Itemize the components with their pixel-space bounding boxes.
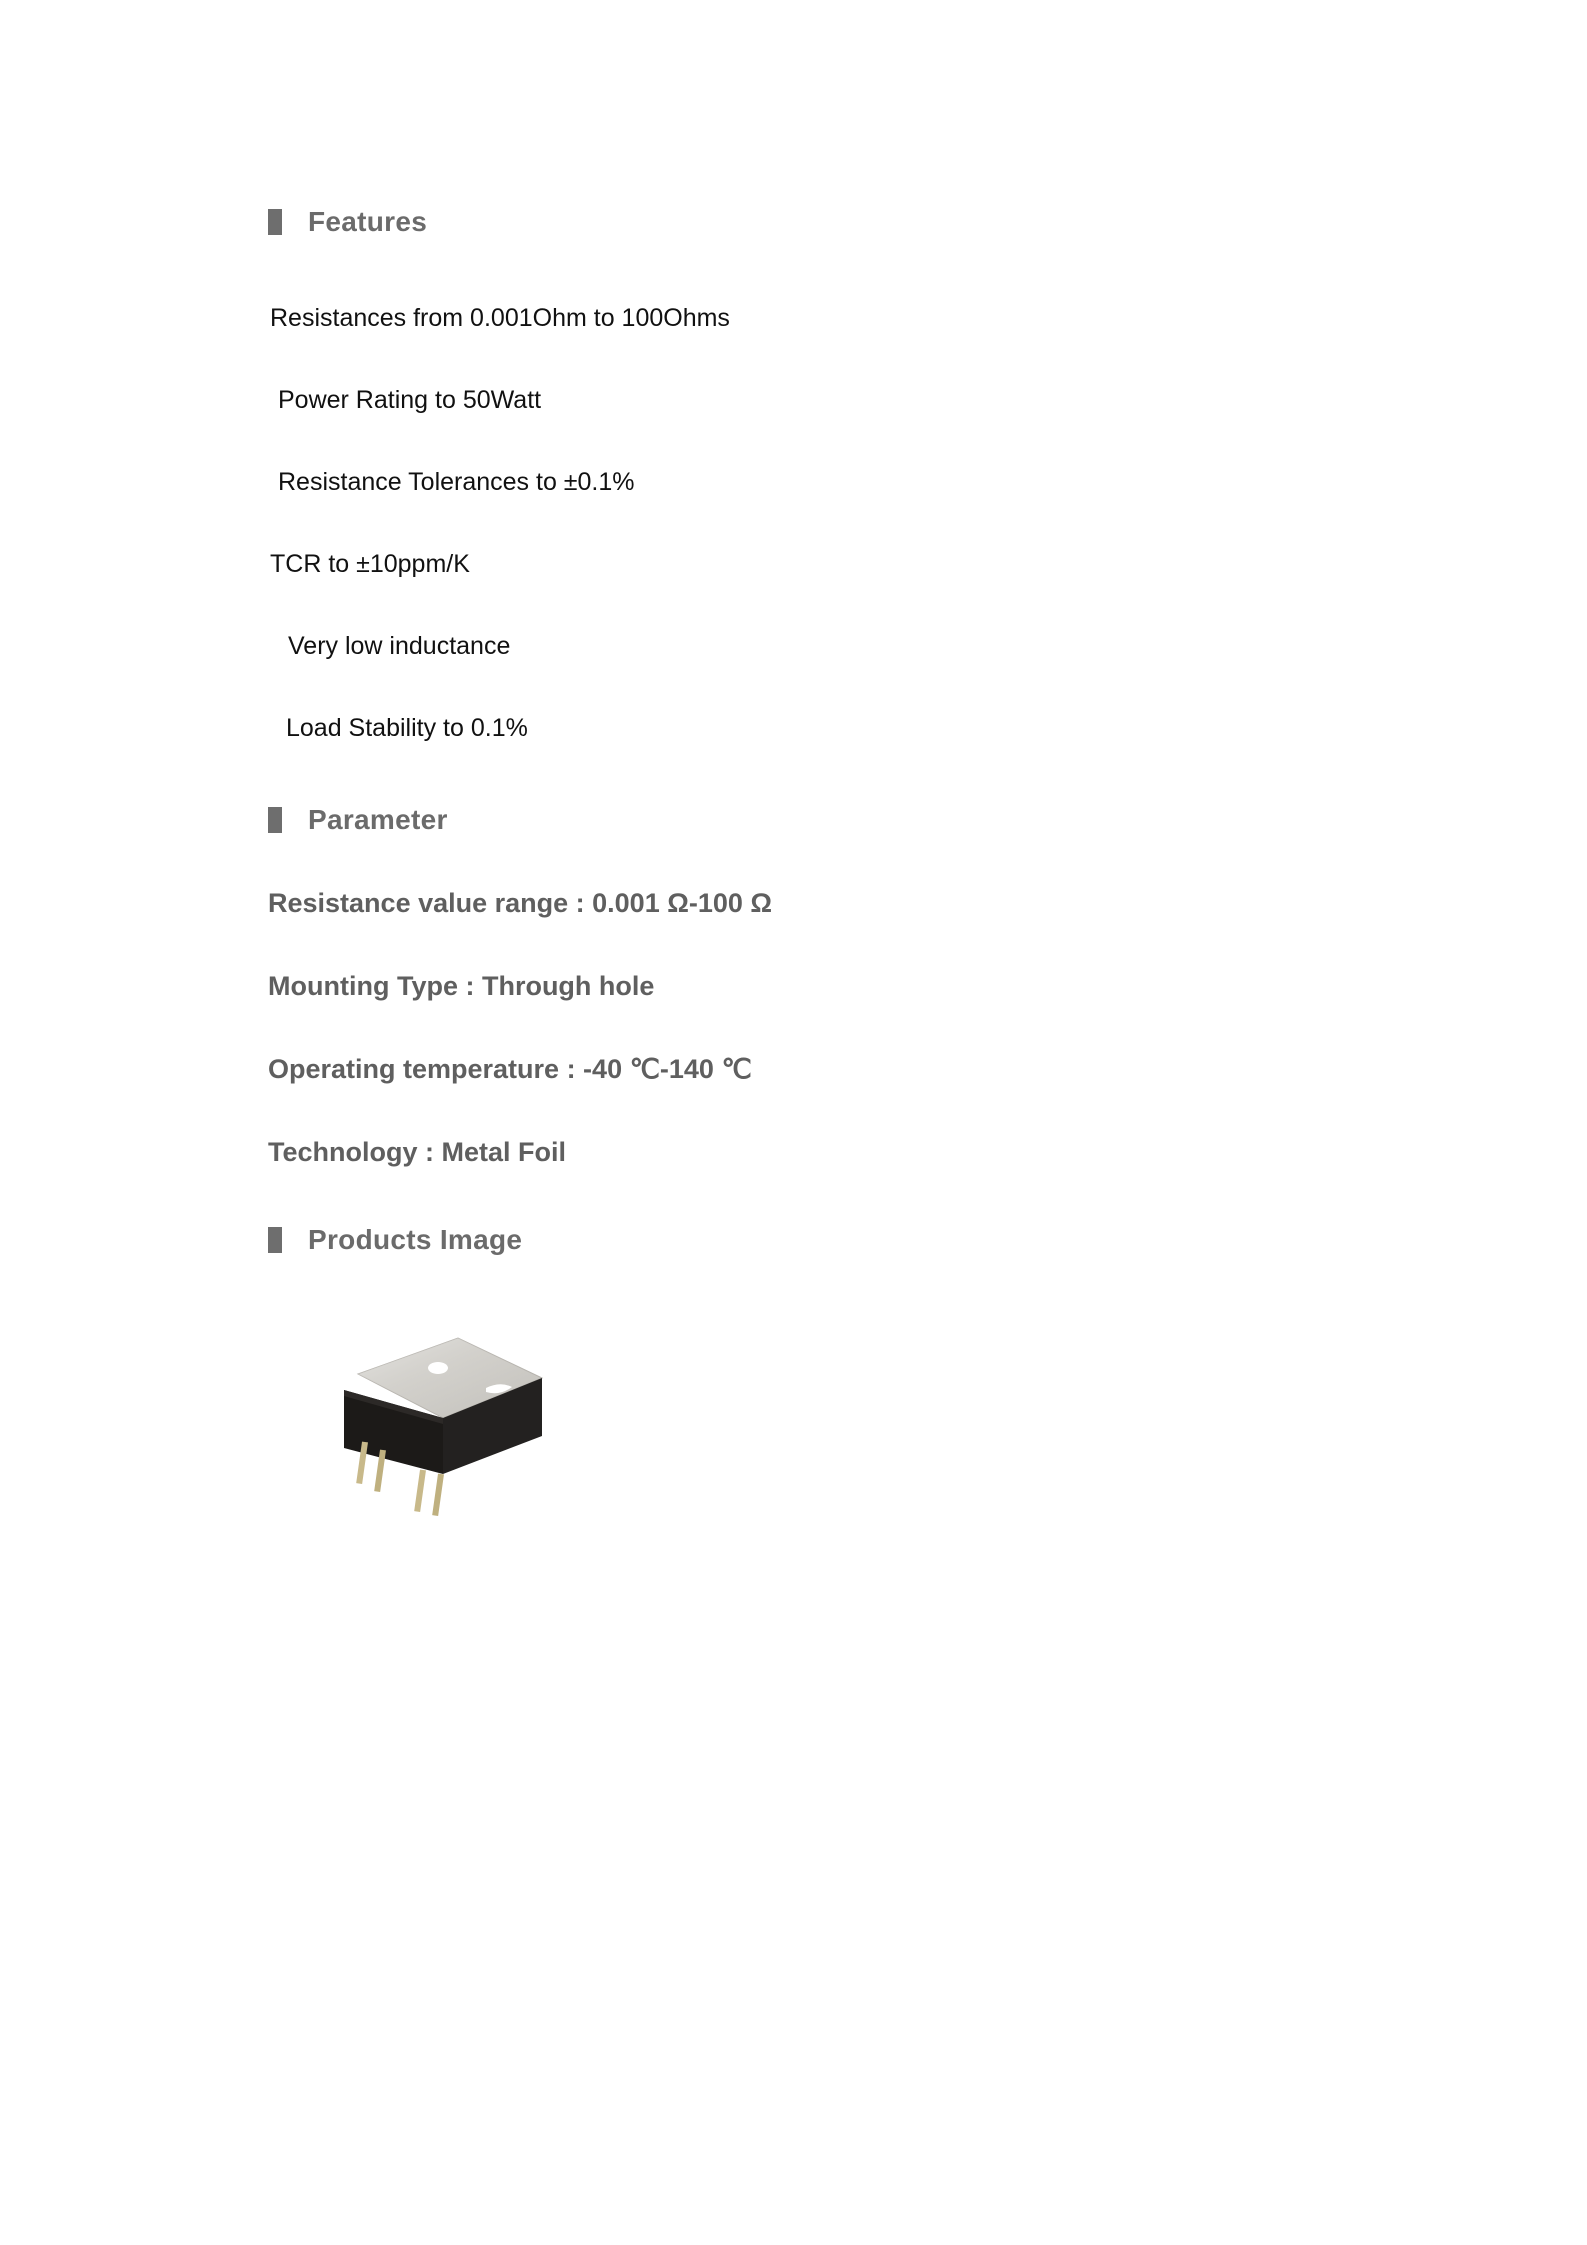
list-item: TCR to ±10ppm/K xyxy=(270,550,470,579)
document-content xyxy=(268,196,1368,1552)
list-item: Very low inductance xyxy=(288,632,511,661)
parameter-list xyxy=(268,862,1368,1194)
list-item: Resistance value range : 0.001 Ω-100 Ω xyxy=(268,888,773,918)
resistor-illustration xyxy=(310,1332,570,1552)
section-heading-features xyxy=(268,196,1368,248)
section-title-parameter: Parameter xyxy=(308,804,448,835)
section-heading-products-image xyxy=(268,1214,1368,1266)
list-item: Resistances from 0.001Ohm to 100Ohms xyxy=(270,304,730,333)
section-title-products-image: Products Image xyxy=(308,1224,523,1255)
list-item: Power Rating to 50Watt xyxy=(278,386,542,415)
list-item: Mounting Type : Through hole xyxy=(268,971,655,1001)
list-item: Load Stability to 0.1% xyxy=(286,714,528,743)
list-item: Resistance Tolerances to ±0.1% xyxy=(278,468,635,497)
section-title-features: Features xyxy=(308,206,428,237)
square-bullet-icon xyxy=(268,807,282,833)
square-bullet-icon xyxy=(268,1227,282,1253)
list-item: Operating temperature : -40 ℃-140 ℃ xyxy=(268,1054,752,1084)
features-list xyxy=(268,278,1368,770)
square-bullet-icon xyxy=(268,209,282,235)
list-item: Technology : Metal Foil xyxy=(268,1137,567,1167)
product-image xyxy=(310,1332,570,1552)
section-heading-parameter xyxy=(268,794,1368,846)
